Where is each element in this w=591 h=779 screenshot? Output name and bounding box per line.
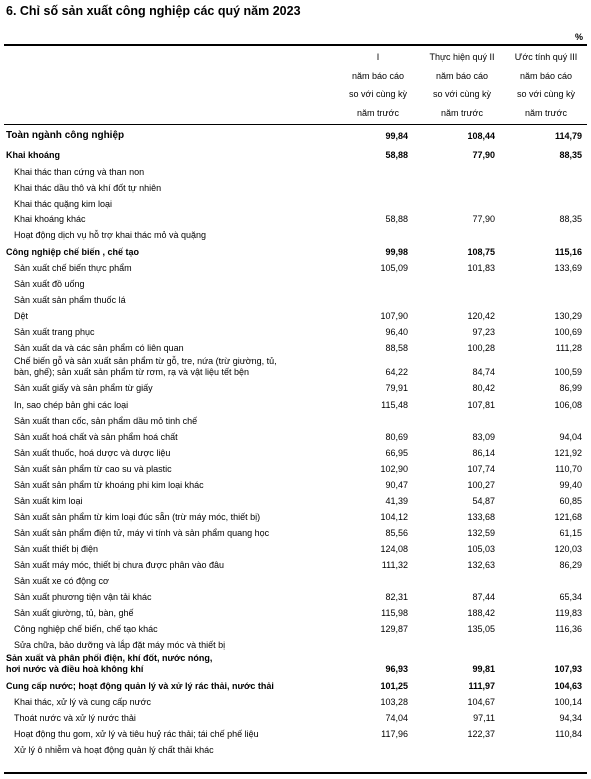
cell-q3: 60,85 [559,496,582,506]
cell-q2: 108,75 [467,247,495,257]
cell-q1: 64,22 [385,366,408,377]
row-label [14,512,334,523]
row-label [14,464,334,475]
cell-q2: 54,87 [472,496,495,506]
row-label [14,624,334,635]
cell-q1: 124,08 [380,544,408,554]
cell-q3: 111,28 [555,343,582,353]
cell-q3: 65,34 [559,592,582,602]
cell-q2: 188,42 [467,608,495,618]
row-label-line: Khai thác quặng kim loại [14,199,113,209]
cell-q2: 84,74 [472,366,495,377]
row-label-line: Sản xuất thiết bị điện [14,544,99,554]
column-header-q3 [505,48,587,122]
cell-q2: 111,97 [468,681,495,691]
cell-q3: 110,84 [555,729,582,739]
row-label [6,150,326,161]
row-label-line: Xử lý ô nhiễm và hoạt động quản lý chất thải khác [14,745,214,755]
row-label [14,576,334,587]
cell-q1: 115,98 [381,608,408,618]
row-label-line: Công nghiệp chế biến , chế tạo [6,247,140,257]
row-label-line: Sản xuất thuốc, hoá dược và dược liệu [14,448,171,458]
cell-q3: 115,16 [554,247,582,257]
cell-q2: 104,67 [467,697,495,707]
column-header-line: năm báo cáo [519,70,573,81]
row-label [14,383,334,394]
cell-q1: 117,96 [381,729,408,739]
cell-q1: 88,58 [385,343,408,353]
row-label [6,131,326,142]
row-label-line: Sản xuất hoá chất và sản phẩm hoá chất [14,432,178,442]
row-label-line: bàn, ghế); sản xuất sản phẩm từ rơm, rạ và vật liệu tết bện [14,366,250,377]
row-label-line: Sản xuất sản phẩm thuốc lá [14,295,126,305]
cell-q1: 82,31 [385,592,408,602]
row-label-line: Sản xuất sản phẩm điện tử, máy vi tính và sản phẩm quang học [14,528,270,538]
cell-q2: 86,14 [472,448,495,458]
cell-q1: 41,39 [385,496,408,506]
row-label-line: hơi nước và điều hoà không khí [6,663,144,674]
cell-q2: 97,11 [473,713,495,723]
row-label-line: Hoạt động dịch vụ hỗ trợ khai thác mỏ và quặng [14,230,207,240]
cell-q3: 119,83 [555,608,582,618]
row-label [14,544,334,555]
column-header-line: so với cùng kỳ [433,89,491,99]
row-label [14,640,334,651]
cell-q1: 80,69 [385,432,408,442]
row-label [14,400,334,411]
cell-q2: 108,44 [467,131,495,141]
cell-q3: 100,59 [554,366,582,377]
row-label [14,279,334,290]
cell-q3: 120,03 [554,544,582,554]
cell-q2: 135,05 [467,624,495,634]
row-label-line: Khai khoáng [6,150,61,160]
cell-q1: 101,25 [380,681,408,691]
row-label-line: Khai thác than cứng và than non [14,167,145,177]
cell-q1: 66,95 [385,448,408,458]
cell-q1: 129,87 [380,624,408,634]
cell-q2: 107,74 [467,464,495,474]
cell-q3: 88,35 [559,214,582,224]
row-label [14,416,334,427]
column-header-line: năm trước [441,107,483,118]
header-rule [4,124,587,125]
row-label-line: Cung cấp nước; hoạt động quản lý và xử lý rác thải, nước thải [6,681,274,691]
row-label-line: Sửa chữa, bảo dưỡng và lắp đặt máy móc và thiết bị [14,640,226,650]
row-label-line: Sản xuất và phân phối điện, khí đốt, nước nóng, [6,653,213,663]
column-header-q2 [420,48,504,122]
row-label-line: Sản xuất sản phẩm từ khoáng phi kim loại khác [14,480,204,490]
cell-q3: 100,69 [554,327,582,337]
cell-q3: 86,99 [559,383,582,393]
cell-q3: 116,36 [555,624,582,634]
bottom-rule [4,772,587,774]
cell-q2: 80,42 [472,383,495,393]
cell-q2: 77,90 [472,150,495,160]
cell-q2: 97,23 [472,327,495,337]
row-label [6,247,326,258]
row-label [14,295,334,306]
row-label-line: Sản xuất trang phục [14,327,95,337]
cell-q1: 102,90 [380,464,408,474]
cell-q2: 133,68 [467,512,495,522]
row-label [14,230,334,241]
cell-q2: 132,59 [467,528,495,538]
cell-q2: 122,37 [467,729,495,739]
cell-q1: 79,91 [385,383,408,393]
cell-q2: 99,81 [472,663,495,674]
column-header-line: năm trước [525,107,567,118]
row-label [14,199,334,210]
cell-q3: 104,63 [554,681,582,691]
column-header-line: I [376,52,380,62]
cell-q1: 96,40 [385,327,408,337]
row-label [14,496,334,507]
cell-q3: 94,34 [559,713,582,723]
cell-q3: 114,79 [554,131,582,141]
row-label-line: Sản xuất than cốc, sản phẩm dầu mỏ tinh chế [14,416,198,426]
cell-q3: 94,04 [559,432,582,442]
cell-q3: 99,40 [559,480,582,490]
cell-q1: 85,56 [385,528,408,538]
row-label-line: Hoạt động thu gom, xử lý và tiêu huỷ rác thải; tái chế phế liệu [14,729,259,739]
cell-q2: 101,83 [467,263,495,273]
row-label [14,592,334,603]
cell-q2: 77,90 [472,214,495,224]
row-label [14,327,334,338]
row-label [14,263,334,274]
row-label-line: In, sao chép bản ghi các loại [14,400,129,410]
row-label-line: Sản xuất sản phẩm từ cao su và plastic [14,464,172,474]
row-label-line: Sản xuất giấy và sản phẩm từ giấy [14,383,153,393]
cell-q1: 99,84 [385,131,408,141]
row-label [14,697,334,708]
row-label-line: Sản xuất chế biến thực phẩm [14,263,132,273]
top-rule [4,44,587,46]
row-label-line: Chế biến gỗ và sản xuất sản phẩm từ gỗ, tre, nứa (trừ giường, tủ, [14,356,277,366]
row-label [14,432,334,443]
cell-q3: 100,14 [554,697,582,707]
column-header-line: năm trước [357,107,399,118]
row-label [14,528,334,539]
column-header-line: so với cùng kỳ [349,89,407,99]
cell-q1: 96,93 [385,663,408,674]
cell-q2: 100,27 [467,480,495,490]
row-label [6,653,326,674]
cell-q3: 110,70 [555,464,582,474]
cell-q3: 130,29 [554,311,582,321]
cell-q3: 107,93 [554,663,582,674]
cell-q1: 105,09 [380,263,408,273]
cell-q2: 120,42 [467,311,495,321]
row-label [14,356,334,377]
column-header-line: Thực hiện quý II [429,52,495,62]
row-label [14,214,334,225]
row-label [14,448,334,459]
cell-q2: 132,63 [467,560,495,570]
cell-q1: 104,12 [380,512,408,522]
row-label-line: Sản xuất đồ uống [14,279,85,289]
cell-q1: 74,04 [385,713,408,723]
cell-q3: 61,15 [559,528,582,538]
row-label-line: Toàn ngành công nghiệp [6,130,125,141]
cell-q1: 90,47 [385,480,408,490]
cell-q1: 103,28 [380,697,408,707]
cell-q1: 58,88 [385,150,408,160]
cell-q2: 100,28 [467,343,495,353]
row-label [6,681,326,692]
cell-q3: 86,29 [559,560,582,570]
cell-q3: 121,68 [554,512,582,522]
row-label-line: Thoát nước và xử lý nước thải [14,713,136,723]
row-label-line: Sản xuất kim loại [14,496,83,506]
row-label [14,480,334,491]
row-label [14,183,334,194]
column-header-line: Ước tính quý III [514,52,578,62]
row-label-line: Khai thác dầu thô và khí đốt tự nhiên [14,183,162,193]
row-label [14,167,334,178]
cell-q1: 58,88 [385,214,408,224]
cell-q2: 83,09 [472,432,495,442]
row-label-line: Sản xuất da và các sản phẩm có liên quan [14,343,184,353]
row-label-line: Khai khoáng khác [14,214,86,224]
row-label-line: Công nghiệp chế biến, chế tạo khác [14,624,158,634]
row-label [14,745,334,756]
row-label-line: Sản xuất phương tiện vận tải khác [14,592,152,602]
row-label-line: Sản xuất máy móc, thiết bị chưa được phân vào đâu [14,560,225,570]
row-label [14,560,334,571]
cell-q3: 121,92 [554,448,582,458]
column-header-line: năm báo cáo [351,70,405,81]
cell-q1: 115,48 [381,400,408,410]
cell-q2: 87,44 [472,592,495,602]
cell-q1: 99,98 [385,247,408,257]
column-header-q1 [338,48,418,122]
row-label [14,311,334,322]
row-label-line: Khai thác, xử lý và cung cấp nước [14,697,152,707]
cell-q2: 107,81 [467,400,495,410]
cell-q3: 133,69 [554,263,582,273]
row-label-line: Dệt [14,311,29,321]
cell-q2: 105,03 [467,544,495,554]
column-header-line: so với cùng kỳ [517,89,575,99]
row-label-line: Sản xuất giường, tủ, bàn, ghế [14,608,134,618]
row-label-line: Sản xuất sản phẩm từ kim loại đúc sẵn (trừ máy móc, thiết bị) [14,512,261,522]
row-label [14,608,334,619]
row-label-line: Sản xuất xe có động cơ [14,576,109,586]
unit-label: % [574,32,583,42]
cell-q3: 88,35 [559,150,582,160]
row-label [14,713,334,724]
cell-q1: 107,90 [380,311,408,321]
row-label [14,343,334,354]
row-label [14,729,334,740]
cell-q3: 106,08 [554,400,582,410]
column-header-line: năm báo cáo [435,70,489,81]
table-title: 6. Chỉ số sản xuất công nghiệp các quý năm 2023 [6,4,301,18]
cell-q1: 111,32 [381,560,408,570]
